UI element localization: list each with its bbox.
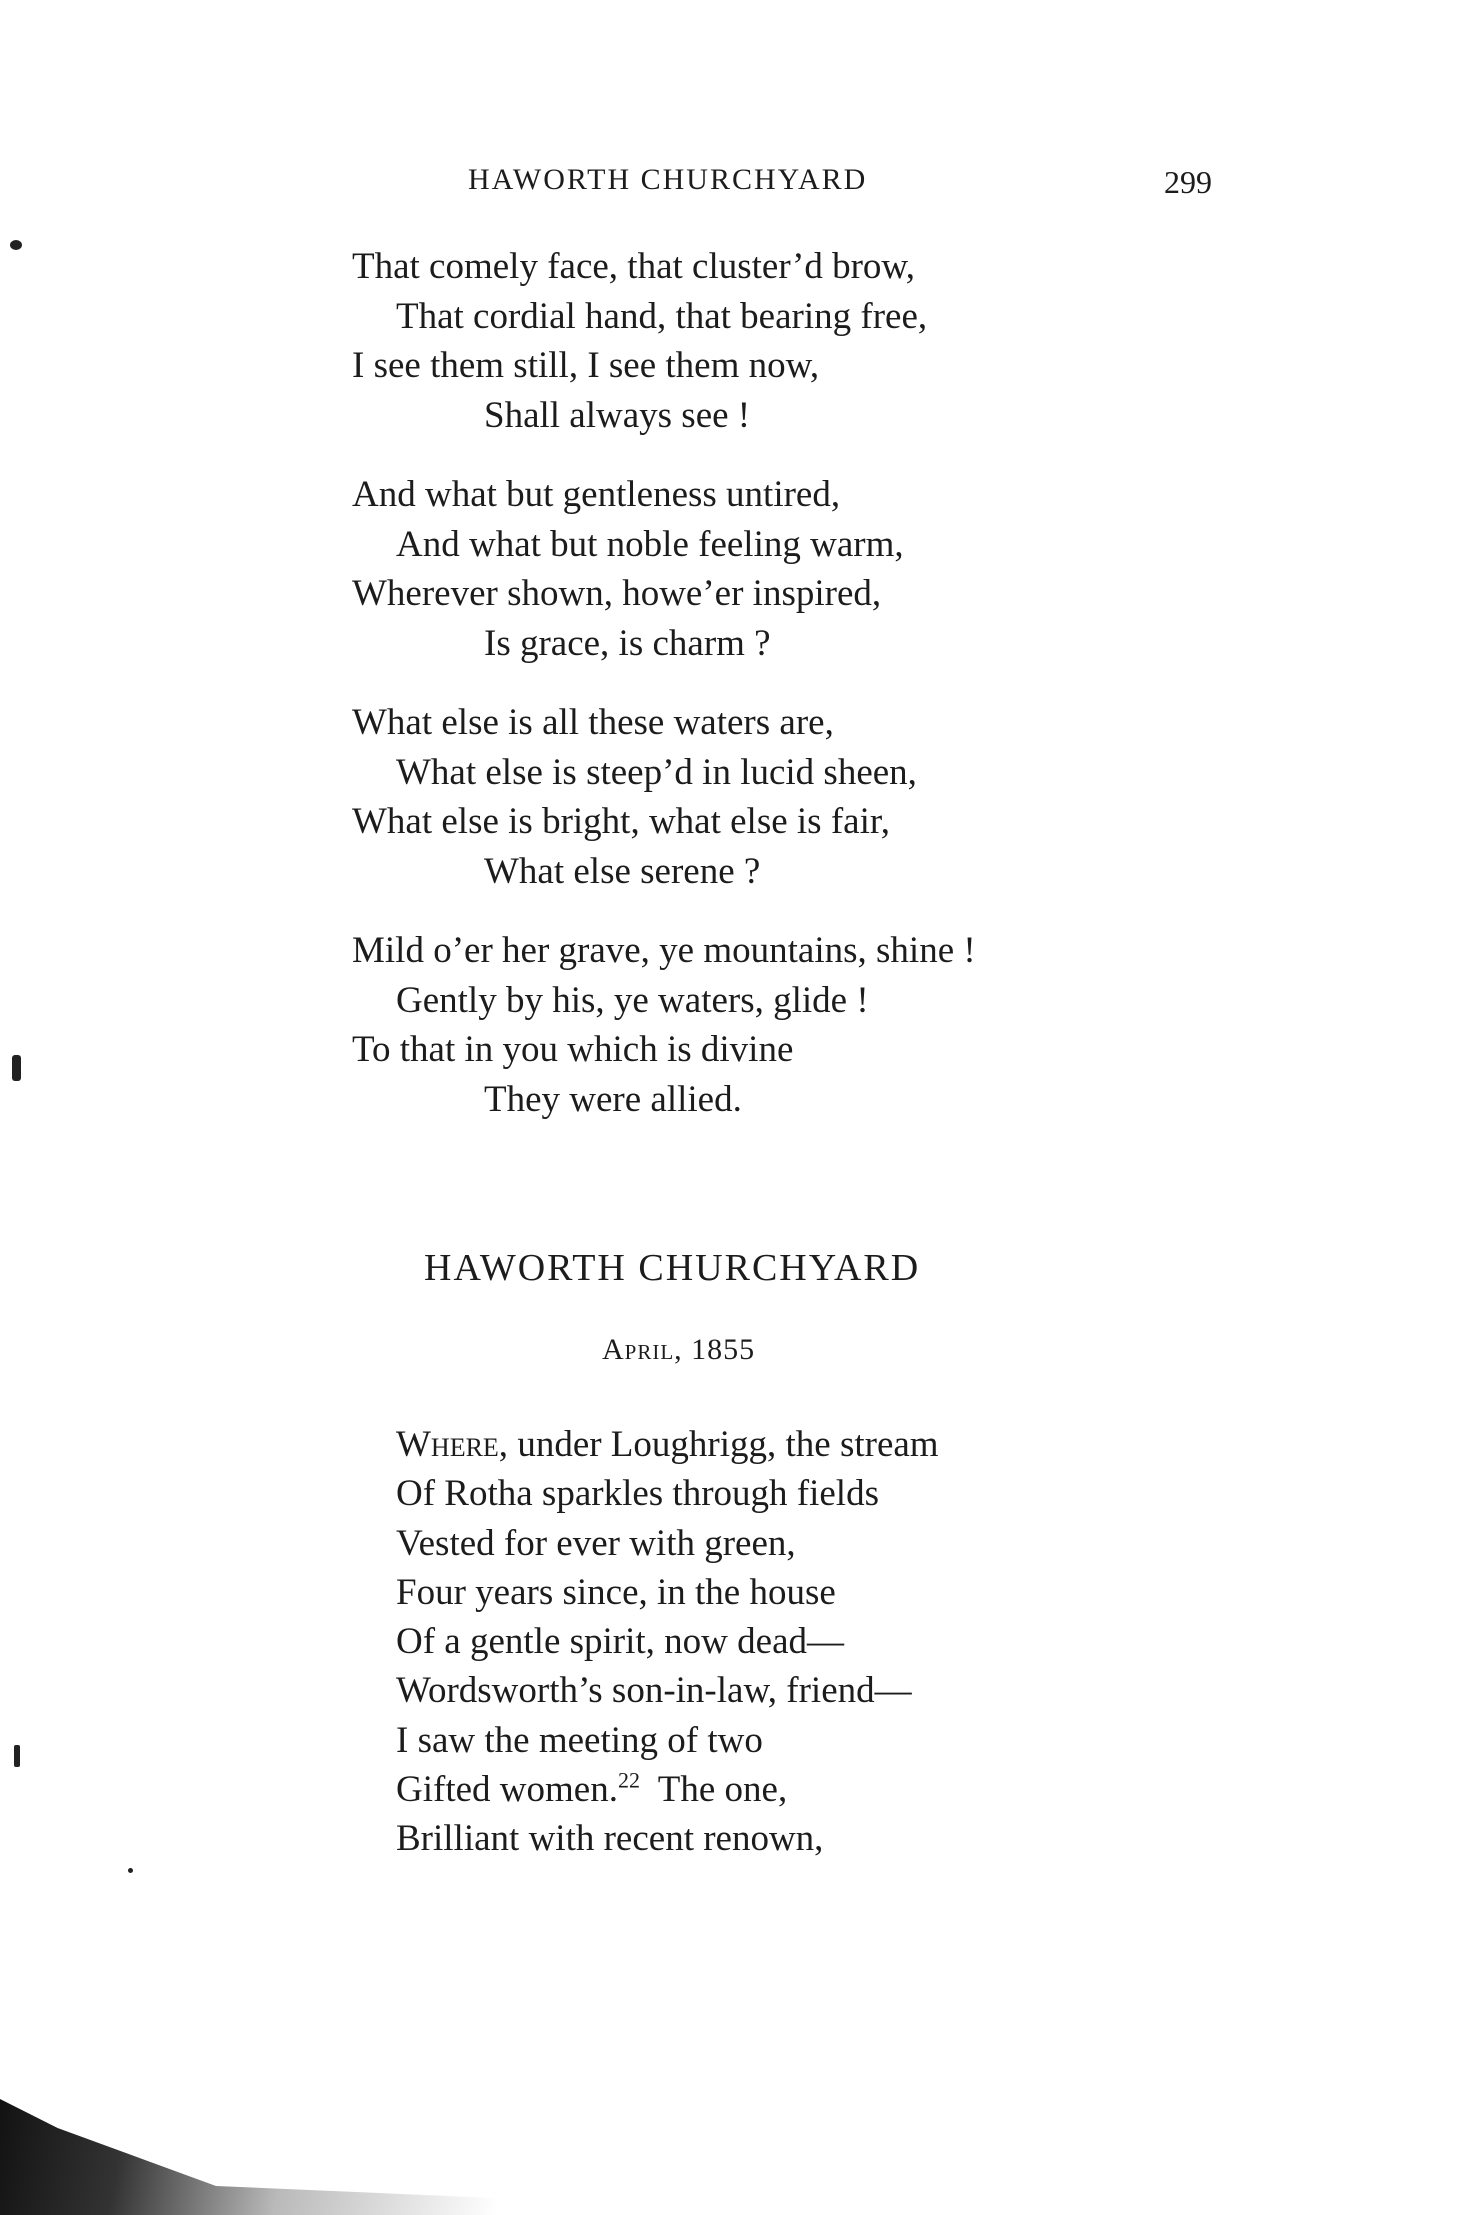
stanza-4 (352, 926, 976, 1124)
verse-line (396, 1420, 939, 1469)
verse-line: Wordsworth’s son-in-law, friend— (396, 1670, 912, 1712)
stanza-3 (352, 698, 917, 896)
verse-line (396, 1765, 939, 1814)
verse-line: What else is bright, what else is fair, (352, 801, 890, 842)
page-number: 299 (1164, 164, 1212, 200)
running-head: HAWORTH CHURCHYARD (468, 163, 868, 196)
verse-line: That cordial hand, that bearing free, (396, 295, 928, 337)
scan-speck (12, 1055, 21, 1081)
stanza-2 (352, 470, 904, 668)
line-text: Gifted women. (396, 1769, 618, 1811)
poem-date-month: April, (602, 1333, 683, 1366)
verse-line: Mild o’er her grave, ye mountains, shine ! (352, 930, 976, 971)
scan-shadow (0, 2070, 720, 2215)
poem-body (396, 1420, 939, 1864)
verse-line: Shall always see ! (484, 394, 751, 436)
poem-date (602, 1330, 755, 1370)
verse-line: And what but noble feeling warm, (396, 523, 904, 565)
verse-line: I see them still, I see them now, (352, 345, 820, 386)
verse-line: Wherever shown, howe’er inspired, (352, 573, 882, 614)
verse-line: Of Rotha sparkles through fields (396, 1473, 879, 1515)
verse-line: What else is all these waters are, (352, 702, 834, 743)
verse-line: To that in you which is divine (352, 1029, 794, 1070)
verse-line: Four years since, in the house (396, 1571, 836, 1613)
verse-line: And what but gentleness untired, (352, 474, 841, 515)
verse-line: Brilliant with recent renown, (396, 1818, 824, 1860)
verse-line: What else is steep’d in lucid sheen, (396, 751, 917, 793)
scan-speck (128, 1868, 133, 1873)
stanza-1 (352, 242, 927, 440)
verse-line: I saw the meeting of two (396, 1719, 763, 1761)
verse-line: Of a gentle spirit, now dead— (396, 1621, 844, 1663)
line-text: The one, (639, 1769, 788, 1811)
verse-line: Vested for ever with green, (396, 1522, 796, 1564)
poem-date-year: 1855 (691, 1333, 756, 1366)
verse-line: Gently by his, ye waters, glide ! (396, 979, 869, 1021)
first-word: Where, (396, 1424, 509, 1465)
first-line-rest: under Loughrigg, the stream (508, 1424, 939, 1465)
poem-title: HAWORTH CHURCHYARD (424, 1247, 921, 1289)
footnote-reference[interactable]: 22 (617, 1767, 640, 1793)
verse-line: That comely face, that cluster’d brow, (352, 246, 915, 287)
verse-line: They were allied. (484, 1078, 742, 1120)
verse-line: What else serene ? (484, 850, 761, 892)
scan-speck (14, 1745, 20, 1767)
verse-line: Is grace, is charm ? (484, 622, 771, 664)
scan-speck (10, 240, 22, 250)
